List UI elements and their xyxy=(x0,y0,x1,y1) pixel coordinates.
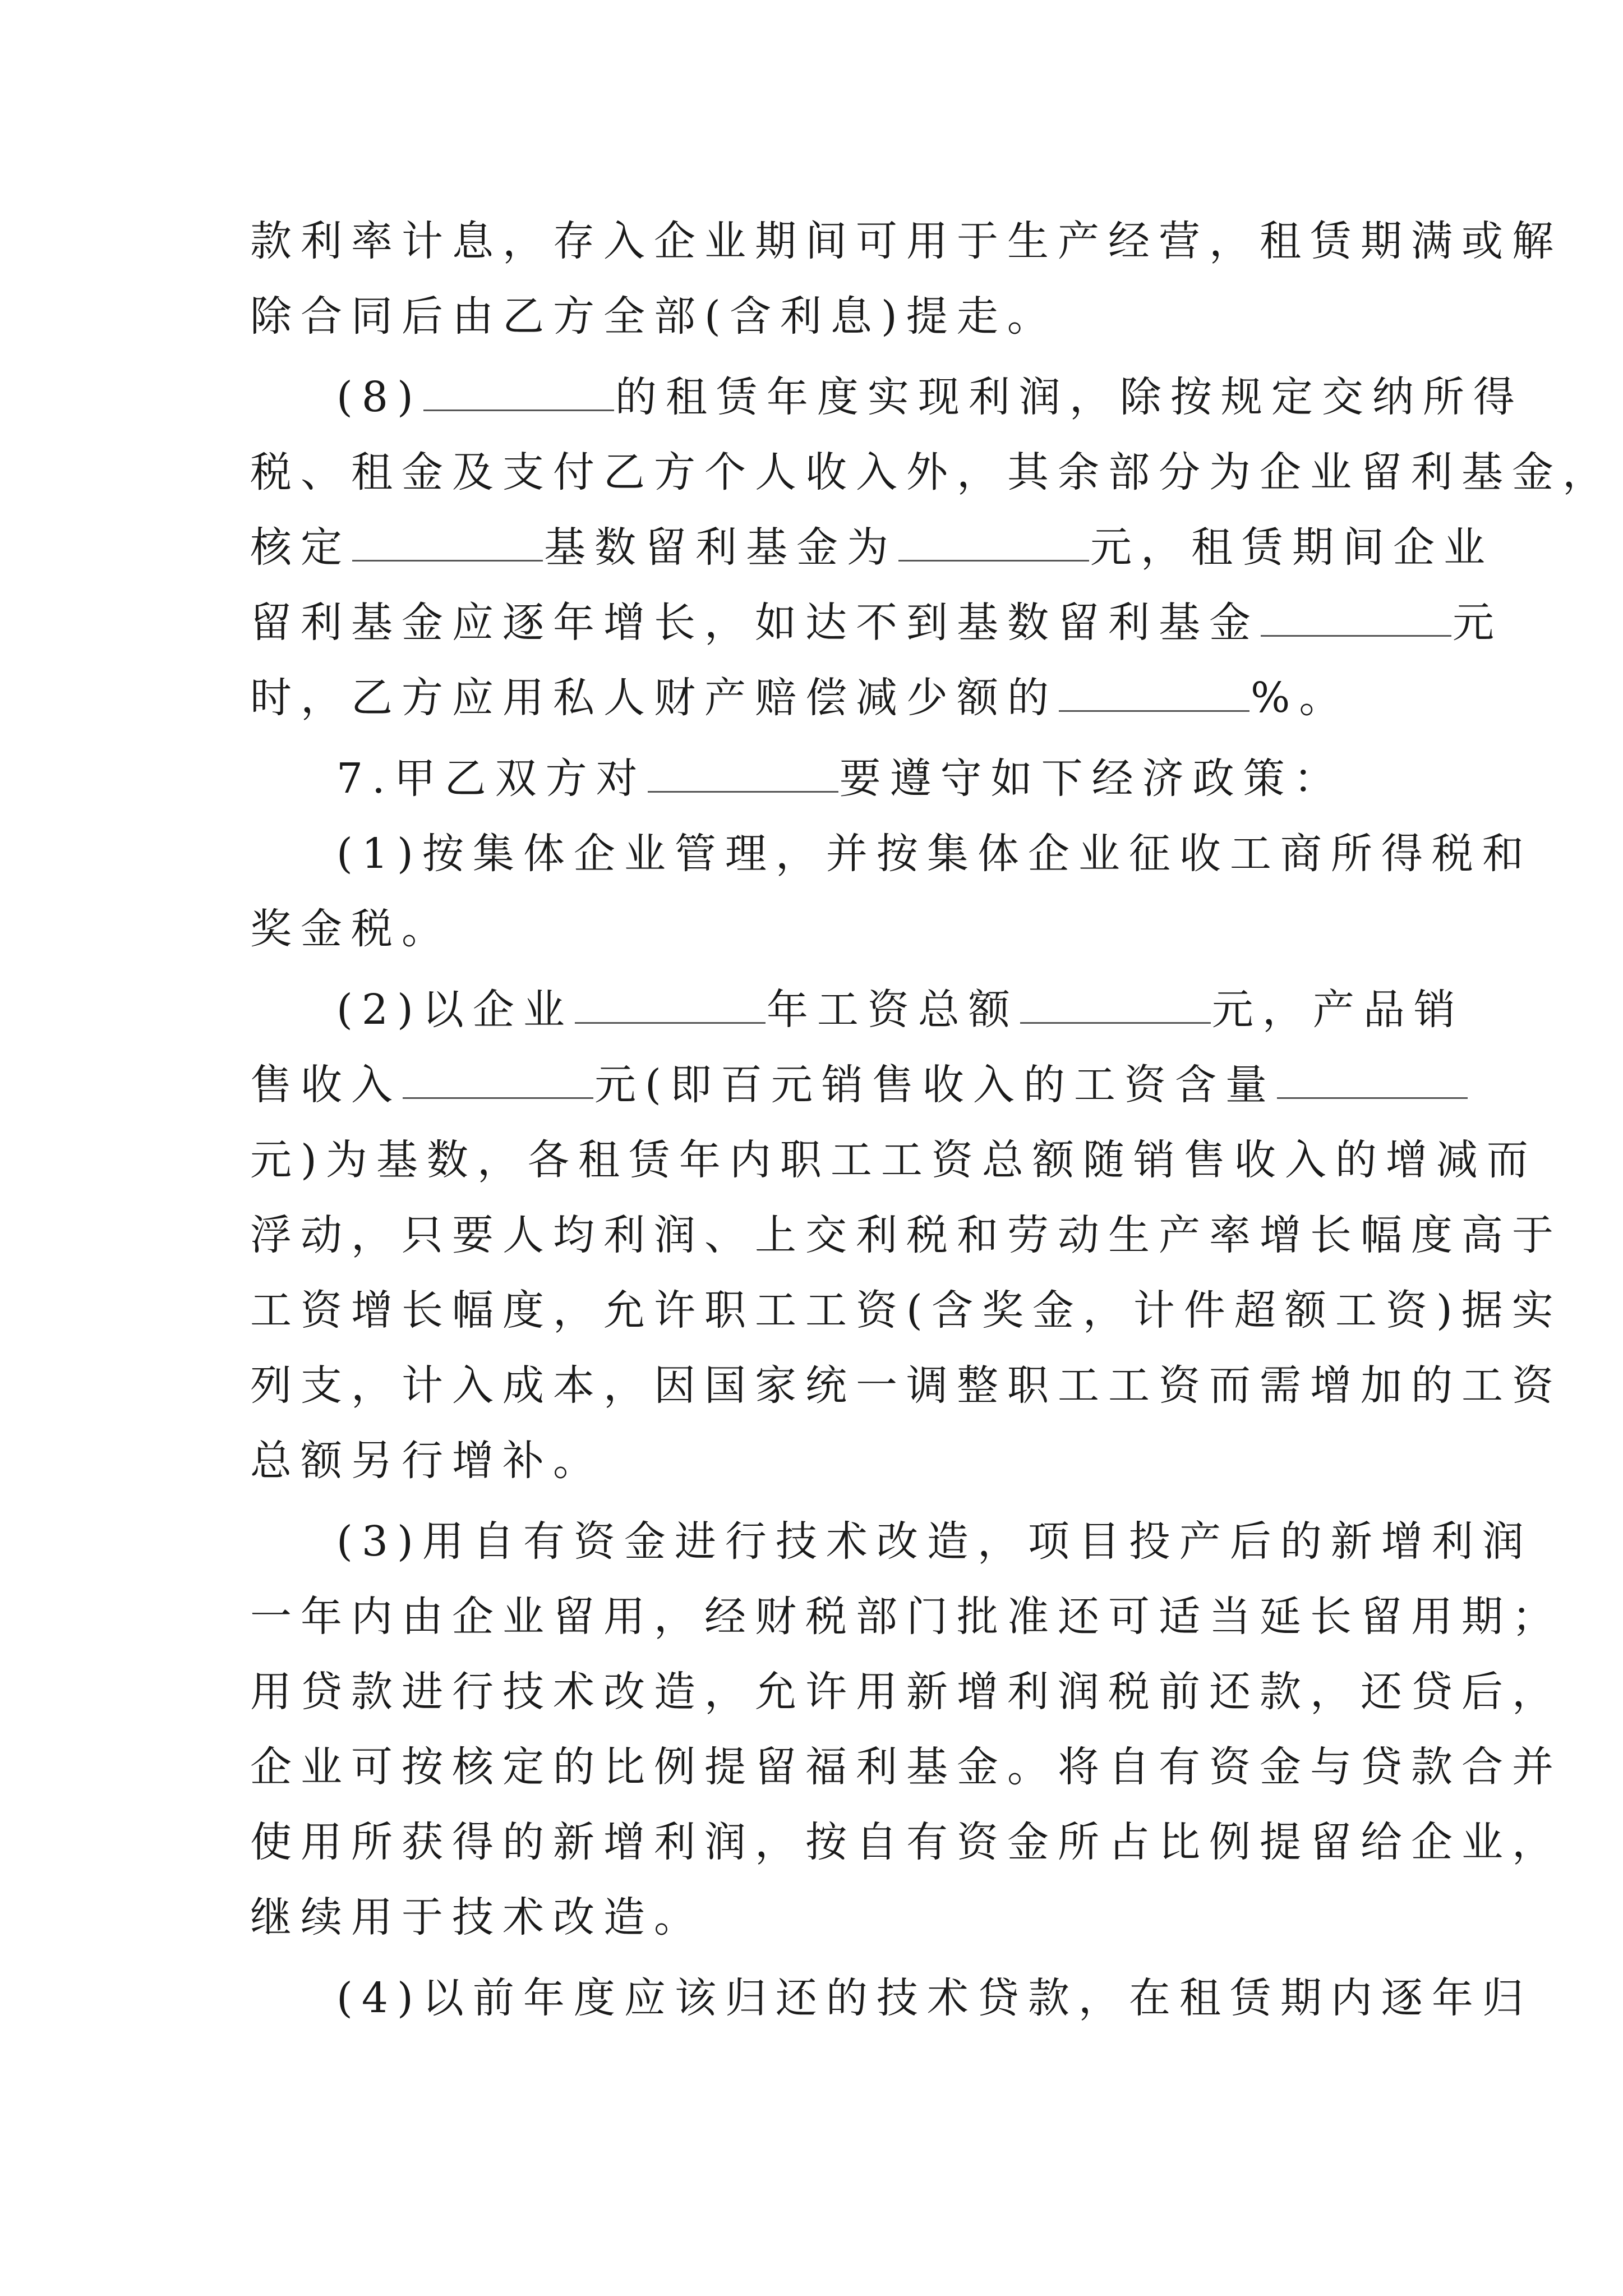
fill-blank[interactable] xyxy=(575,988,766,1024)
text-line: 浮动，只要人均利润、上交利税和劳动生产率增长幅度高于 xyxy=(250,1211,1562,1259)
fill-blank[interactable] xyxy=(423,376,614,411)
text-line: 总额另行增补。 xyxy=(250,1437,603,1485)
fill-blank[interactable] xyxy=(352,526,543,562)
text-line: 售收入 元(即百元销售收入的工资含量 xyxy=(250,1057,1469,1113)
text-line: 核定 基数留利基金为 元，租赁期间企业 xyxy=(250,523,1494,572)
text-line: 款利率计息，存入企业期间可用于生产经营，租赁期满或解 xyxy=(250,217,1562,265)
text-line: (8) 的租赁年度实现利润，除按规定交纳所得 xyxy=(336,373,1524,421)
fill-blank[interactable] xyxy=(898,526,1089,562)
text-line: (1)按集体企业管理，并按集体企业征收工商所得税和 xyxy=(336,830,1533,878)
text-line: 留利基金应逐年增长，如达不到基数留利基金 元 xyxy=(250,599,1503,647)
fill-blank[interactable] xyxy=(648,757,838,793)
fill-blank[interactable] xyxy=(1059,677,1249,712)
text-line: 元)为基数，各租赁年内职工工资总额随销售收入的增减而 xyxy=(250,1136,1537,1184)
text-line: (4)以前年度应该归还的技术贷款，在租赁期内逐年归 xyxy=(336,1974,1533,2022)
text-line: 用贷款进行技术改造，允许用新增利润税前还款，还贷后， xyxy=(250,1668,1562,1716)
text-line: 时，乙方应用私人财产赔偿减少额的 %。 xyxy=(250,674,1350,722)
fill-blank[interactable] xyxy=(403,1064,593,1099)
text-line: 继续用于技术改造。 xyxy=(250,1893,704,1941)
fill-blank[interactable] xyxy=(1020,988,1211,1024)
text-line: (2)以企业 年工资总额 元，产品销 xyxy=(336,986,1464,1034)
text-line: 使用所获得的新增利润，按自有资金所占比例提留给企业， xyxy=(250,1818,1562,1866)
text-line: 一年内由企业留用，经财税部门批准还可适当延长留用期； xyxy=(250,1593,1562,1641)
text-line: (3)用自有资金进行技术改造，项目投产后的新增利润 xyxy=(336,1517,1533,1566)
text-line: 7.甲乙双方对 要遵守如下经济政策： xyxy=(336,754,1344,803)
fill-blank[interactable] xyxy=(1277,1064,1468,1099)
text-line: 列支，计入成本，因国家统一调整职工工资而需增加的工资 xyxy=(250,1361,1562,1410)
text-line: 工资增长幅度，允许职工工资(含奖金，计件超额工资)据实 xyxy=(250,1286,1562,1335)
text-line: 税、租金及支付乙方个人收入外，其余部分为企业留利基金， xyxy=(250,448,1613,496)
text-line: 除合同后由乙方全部(含利息)提走。 xyxy=(250,292,1058,341)
fill-blank[interactable] xyxy=(1261,601,1451,637)
text-line: 企业可按核定的比例提留福利基金。将自有资金与贷款合并 xyxy=(250,1743,1562,1791)
text-line: 奖金税。 xyxy=(250,905,452,953)
